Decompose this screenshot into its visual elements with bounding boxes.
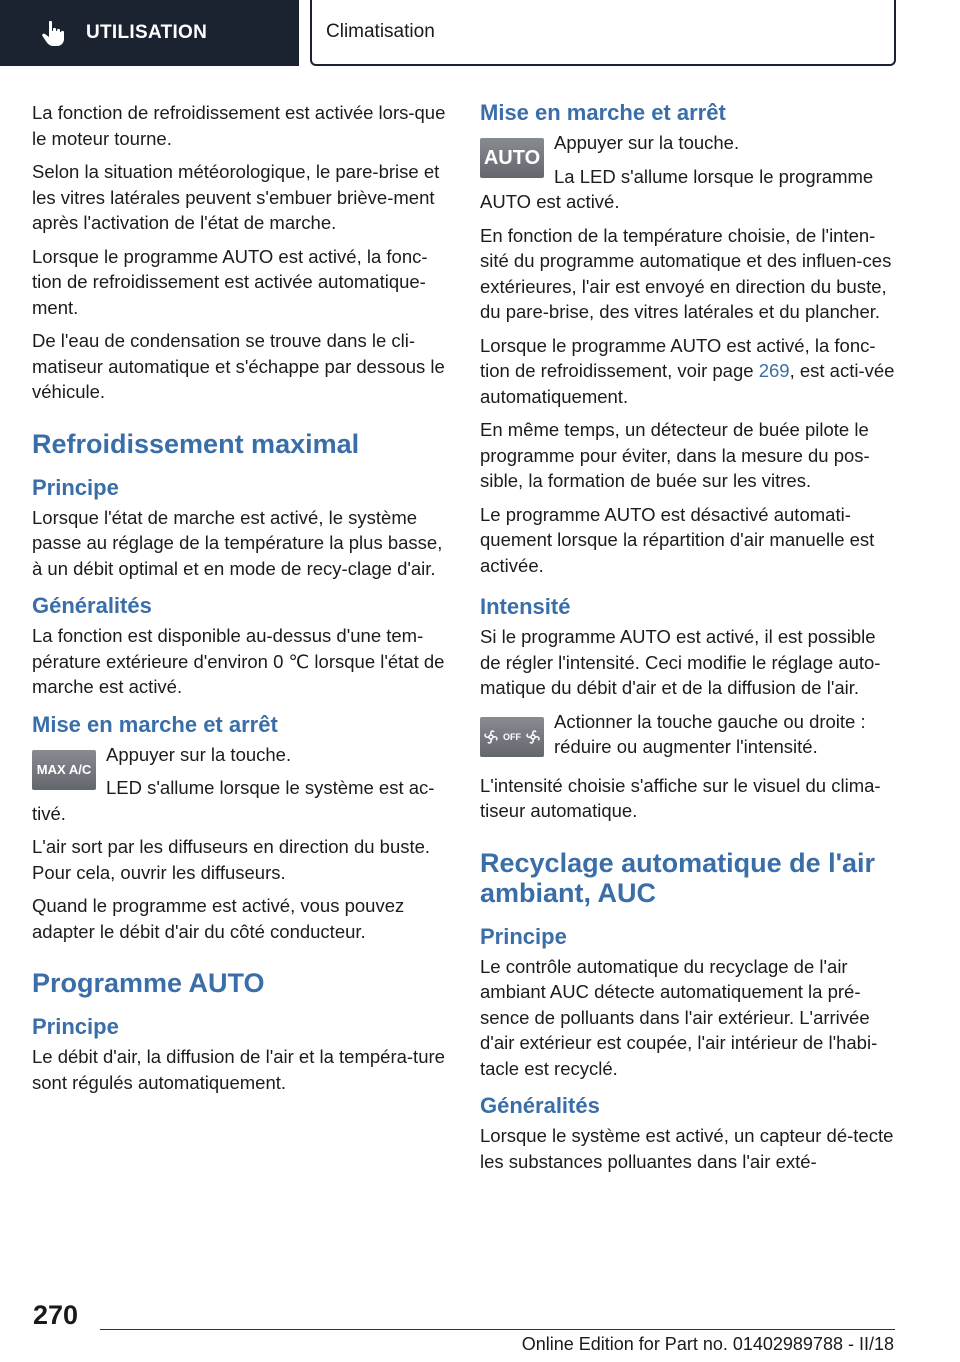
hand-pointer-icon (38, 18, 68, 48)
heading-max-cooling: Refroidissement maximal (32, 428, 360, 459)
paragraph: L'air sort par les diffuseurs en direction du buste. Pour cela, ouvrir les diffuseurs. (32, 836, 431, 883)
subheading-generalites: Généralités (32, 593, 152, 618)
paragraph: Le débit d'air, la diffusion de l'air et la tempéra-ture sont régulés automatiquement. (32, 1046, 445, 1093)
paragraph: Appuyer sur la touche. (106, 743, 292, 765)
paragraph: Appuyer sur la touche. (554, 132, 740, 153)
heading-recyclage: Recyclage automatique de l'air ambiant, AUC (480, 847, 876, 908)
right-column (480, 100, 895, 1182)
paragraph: De l'eau de condensation se trouve dans le cli-matiseur automatique et s'échappe par dessous le véhicule. (32, 330, 445, 402)
heading-programme-auto: Programme AUTO (32, 968, 265, 998)
subheading-mise-en-marche: Mise en marche et arrêt (480, 100, 726, 125)
paragraph: Lorsque le système est activé, un capteur dé-tecte les substances polluantes dans l'air exté- (480, 1125, 894, 1172)
paragraph: Selon la situation météorologique, le pare-brise et les vitres latérales peuvent s'embuer briève-ment après l'activation de l'état de marche. (32, 161, 440, 233)
paragraph: Lorsque l'état de marche est activé, le système passe au réglage de la température la plus basse, à un débit optimal et en mode de recy-clage d'air. (32, 506, 443, 579)
page-number: 270 (33, 1300, 79, 1330)
intensity-instruction (480, 709, 895, 769)
fan-icon (482, 728, 500, 746)
chapter-tab (0, 0, 299, 66)
fan-intensity-button-icon: OFF (480, 717, 544, 757)
subheading-mise-en-marche: Mise en marche et arrêt (32, 711, 278, 737)
paragraph: Actionner la touche gauche ou droite : réduire ou augmenter l'intensité. (554, 710, 866, 757)
page-link[interactable]: 269 (758, 360, 790, 381)
subheading-principe: Principe (32, 474, 119, 500)
paragraph: En même temps, un détecteur de buée pilote le programme pour éviter, dans la mesure du pos-sible, la formation de buée sur les vitres. (480, 419, 870, 491)
section-tab (310, 0, 896, 66)
max-ac-button-icon: MAX A/C (32, 750, 96, 790)
paragraph: En fonction de la température choisie, de l'inten-sité du programme automatique et des influen-ces extérieures, l'air est envoyé en direction du buste, du pare-brise, des vitres latérales et du plancher. (480, 224, 892, 322)
paragraph: Lorsque le programme AUTO est activé, la fonc-tion de refroidissement est activée automatique-ment. (32, 245, 428, 318)
paragraph: L'intensité choisie s'affiche sur le visuel du clima-tiseur automatique. (480, 774, 881, 821)
paragraph: Le contrôle automatique du recyclage de l'air ambiant AUC détecte automatiquement la pré-sence de polluants dans l'air extérieur. L'arrivée d'air extérieur est coupée, l'air intérieur de l'habi-tacle est recyclé. (480, 955, 878, 1079)
subheading-generalites: Généralités (480, 1093, 600, 1118)
fan-icon (524, 728, 542, 746)
paragraph: La LED s'allume lorsque le programme AUTO est activé. (480, 165, 874, 212)
paragraph: LED s'allume lorsque le système est ac-tivé. (32, 777, 435, 824)
subheading-principe: Principe (32, 1014, 119, 1039)
subheading-intensite: Intensité (480, 594, 571, 619)
auto-button-icon: AUTO (480, 138, 544, 178)
edition-note: Online Edition for Part no. 01402989788 - II/18 (521, 1334, 894, 1354)
paragraph-page-ref: Lorsque le programme AUTO est activé, la fonc-tion de refroidissement, voir page 269, est acti-vée automatiquement. (480, 334, 895, 407)
chapter-title: UTILISATION (86, 22, 208, 43)
paragraph: Quand le programme est activé, vous pouvez adapter le débit d'air du côté conducteur. (32, 895, 405, 942)
paragraph: Le programme AUTO est désactivé automati-quement lorsque la répartition d'air manuelle est activée. (480, 503, 875, 576)
paragraph: Si le programme AUTO est activé, il est possible de régler l'intensité. Ceci modifie le réglage auto-matique du débit d'air et de la diffusion de l'air. (480, 626, 881, 698)
subheading-principe: Principe (480, 923, 567, 949)
auto-instruction (480, 130, 895, 215)
paragraph: La fonction est disponible au-dessus d'une tem-pérature extérieure d'environ 0 ℃ lorsque l'état de marche est activé. (32, 625, 445, 697)
left-column (32, 100, 450, 1103)
section-title: Climatisation (326, 21, 435, 42)
max-ac-instruction (32, 742, 450, 827)
page-header (0, 0, 960, 66)
paragraph: La fonction de refroidissement est activée lors-que le moteur tourne. (32, 102, 446, 149)
footer-divider (100, 1329, 895, 1330)
